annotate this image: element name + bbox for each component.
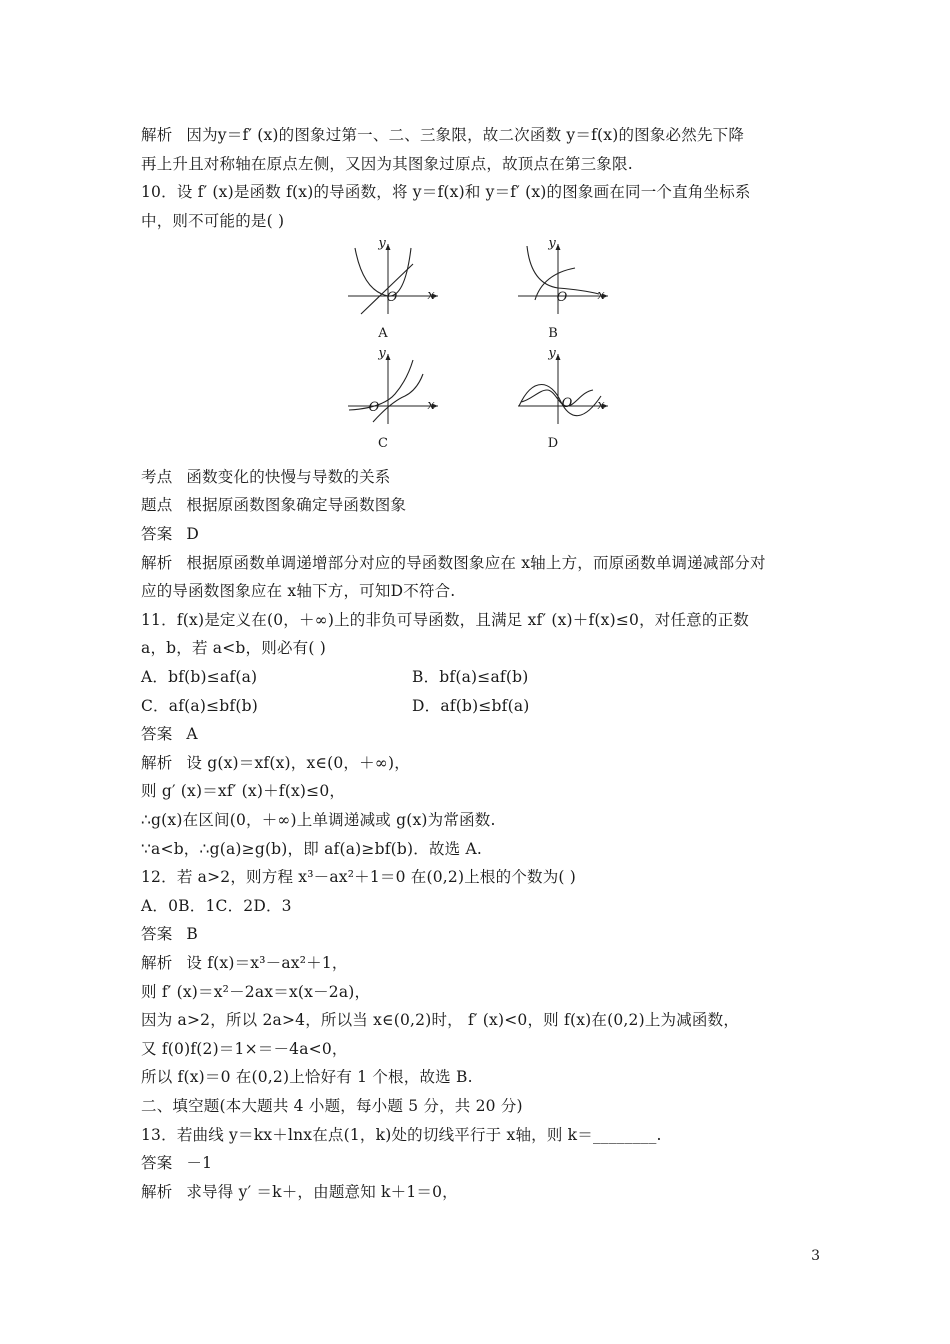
figure-d-label: D [547, 436, 559, 451]
axis-x-label: x [597, 288, 605, 303]
question-11: 11．f(x)是定义在(0，＋∞)上的非负可导函数，且满足 xf′ (x)＋f(x)≤0，对任意的正数 [141, 611, 749, 629]
answer-line: 答案 －1 [141, 1154, 213, 1172]
text-line: ∴g(x)在区间(0，＋∞)上单调递减或 g(x)为常函数. [141, 811, 496, 829]
figure-c-label: C [378, 436, 388, 451]
axis-y-label: y [548, 236, 556, 251]
origin-label: O [556, 290, 568, 305]
text-line: 中，则不可能的是( ) [141, 212, 285, 230]
origin-label: O [368, 400, 380, 415]
text-line: 再上升且对称轴在原点左侧，又因为其图象过原点，故顶点在第三象限. [141, 155, 633, 173]
page-number: 3 [811, 1248, 820, 1264]
text-line: a，b，若 a<b，则必有( ) [141, 639, 326, 657]
text-line: 解析 设 f(x)＝x³－ax²＋1， [141, 954, 348, 972]
section-heading: 二、填空题(本大题共 4 小题，每小题 5 分，共 20 分) [141, 1097, 523, 1115]
origin-label: O [561, 396, 573, 411]
text-line: 题点 根据原函数图象确定导函数图象 [141, 496, 407, 514]
text-line: 所以 f(x)＝0 在(0,2)上恰好有 1 个根，故选 B. [141, 1068, 473, 1086]
answer-line: 答案 D [141, 525, 200, 543]
question-12: 12．若 a>2，则方程 x³－ax²＋1＝0 在(0,2)上根的个数为( ) [141, 868, 577, 886]
figure-a-label: A [378, 326, 388, 341]
axis-y-label: y [378, 346, 386, 361]
figure-a [343, 236, 443, 316]
text-line: 解析 因为y＝f′ (x)的图象过第一、二、三象限，故二次函数 y＝f(x)的图象必然先下降 [141, 126, 745, 144]
text-line: ∵a<b，∴g(a)≥g(b)，即 af(a)≥bf(b)．故选 A. [141, 840, 483, 858]
text-line: 解析 根据原函数单调递增部分对应的导函数图象应在 x轴上方，而原函数单调递减部分对 [141, 554, 766, 572]
answer-line: 答案 B [141, 925, 198, 943]
text-line: 解析 求导得 y′ ＝k＋，由题意知 k＋1＝0， [141, 1183, 458, 1201]
text-line: 则 g′ (x)＝xf′ (x)＋f(x)≤0， [141, 782, 346, 800]
figure-d [513, 346, 613, 426]
choice-row: A．bf(b)≤af(a) B．bf(a)≤af(b) [141, 668, 529, 686]
axis-x-label: x [427, 288, 435, 303]
figure-c [343, 346, 443, 426]
text-line: 应的导函数图象应在 x轴下方，可知D不符合. [141, 582, 456, 600]
axis-y-label: y [548, 346, 556, 361]
text-line: 因为 a>2，所以 2a>4，所以当 x∈(0,2)时， f′ (x)<0，则 f(x)在(0,2)上为减函数， [141, 1011, 740, 1029]
origin-label: O [386, 290, 398, 305]
question-13: 13．若曲线 y＝kx＋lnx在点(1，k)处的切线平行于 x轴，则 k＝________. [141, 1126, 662, 1144]
text-line: 考点 函数变化的快慢与导数的关系 [141, 468, 391, 486]
question-10: 10．设 f′ (x)是函数 f(x)的导函数，将 y＝f(x)和 y＝f′ (x)的图象画在同一个直角坐标系 [141, 183, 751, 201]
figure-b-label: B [548, 326, 558, 341]
choice-row: A．0B．1C．2D．3 [141, 897, 292, 915]
axis-x-label: x [597, 398, 605, 413]
answer-line: 答案 A [141, 725, 198, 743]
text-line: 解析 设 g(x)＝xf(x)，x∈(0，＋∞)， [141, 754, 410, 772]
text-line: 则 f′ (x)＝x²－2ax＝x(x－2a)， [141, 983, 371, 1001]
figure-b [513, 236, 613, 316]
text-line: 又 f(0)f(2)＝1×＝－4a<0， [141, 1040, 348, 1058]
axis-x-label: x [427, 398, 435, 413]
choice-row: C．af(a)≤bf(b) D．af(b)≤bf(a) [141, 697, 530, 715]
axis-y-label: y [378, 236, 386, 251]
